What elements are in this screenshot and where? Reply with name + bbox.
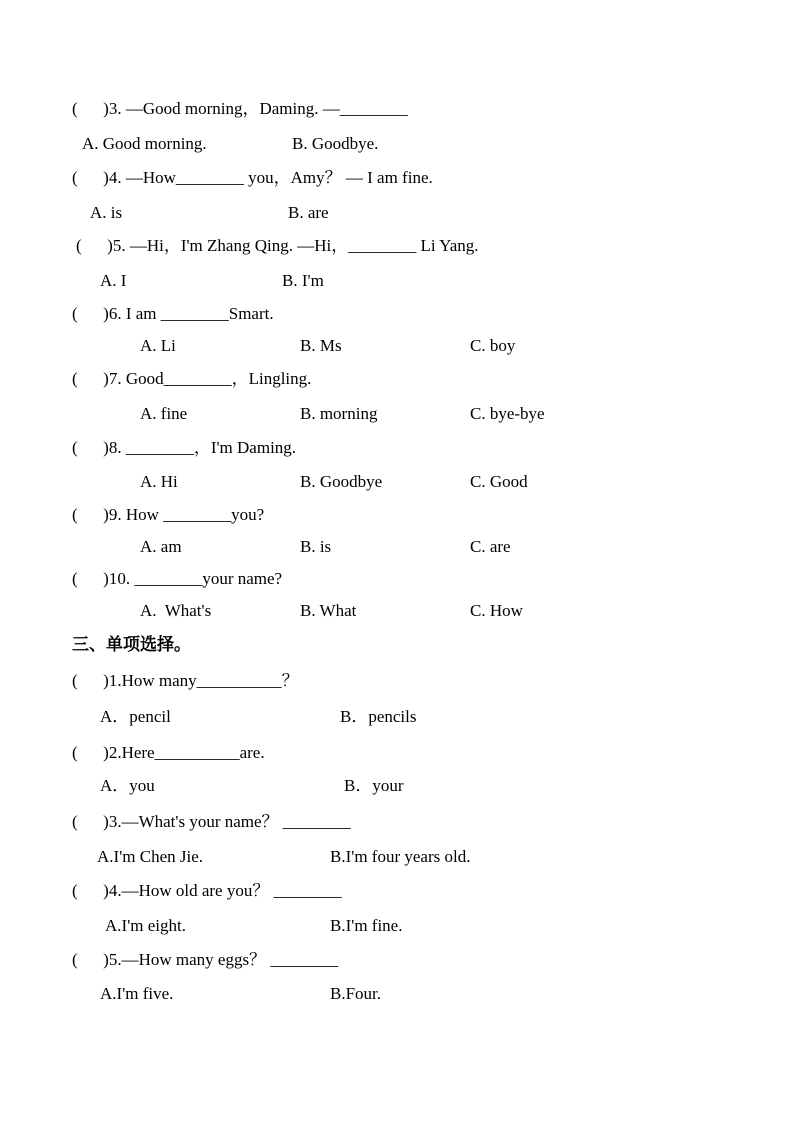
question-text: ( )8. ________，I'm Daming. (72, 438, 297, 457)
question-line (0, 879, 793, 903)
option-label: A. Good morning. (82, 134, 207, 153)
options-line (0, 402, 793, 426)
question-line (0, 367, 793, 391)
question-line (0, 97, 793, 121)
question-text: ( )2.Here__________are. (72, 743, 265, 762)
question-text: ( )5.—How many eggs？ ________ (72, 950, 339, 969)
question-line (0, 948, 793, 972)
question-line (0, 741, 793, 765)
options-line (0, 982, 793, 1006)
section-heading: 三、单项选择。 (72, 635, 191, 654)
option-label: A．pencil (100, 707, 171, 726)
option-label: A. is (90, 203, 123, 222)
option-label: B.I'm four years old. (330, 847, 471, 866)
question-text: ( )6. I am ________Smart. (72, 304, 274, 323)
option-label: B.I'm fine. (330, 916, 403, 935)
question-text: ( )3.—What's your name？ ________ (72, 812, 351, 831)
options-line (0, 705, 793, 729)
option-label: C. boy (470, 336, 516, 355)
question-text: ( )4.—How old are you？ ________ (72, 881, 342, 900)
option-label: A．you (100, 776, 155, 795)
question-line (0, 234, 793, 258)
options-line (0, 599, 793, 623)
question-line (0, 669, 793, 693)
question-line (0, 503, 793, 527)
section-heading-line (0, 633, 793, 657)
option-label: A.I'm five. (100, 984, 174, 1003)
options-line (0, 535, 793, 559)
option-label: A. am (140, 537, 182, 556)
question-line (0, 436, 793, 460)
options-line (0, 470, 793, 494)
option-label: B．pencils (340, 707, 417, 726)
options-line (0, 845, 793, 869)
question-line (0, 302, 793, 326)
options-line (0, 914, 793, 938)
option-label: A. Hi (140, 472, 178, 491)
option-label: B. Goodbye. (292, 134, 379, 153)
option-label: A. What's (140, 601, 212, 620)
option-label: C. How (470, 601, 523, 620)
option-label: A.I'm Chen Jie. (97, 847, 203, 866)
options-line (0, 132, 793, 156)
question-text: ( )9. How ________you? (72, 505, 265, 524)
option-label: A. I (100, 271, 127, 290)
option-label: B. are (288, 203, 329, 222)
option-label: C. Good (470, 472, 528, 491)
option-label: B. is (300, 537, 332, 556)
question-line (0, 810, 793, 834)
option-label: B. Goodbye (300, 472, 383, 491)
option-label: B. What (300, 601, 357, 620)
options-line (0, 269, 793, 293)
option-label: B．your (344, 776, 404, 795)
options-line (0, 201, 793, 225)
option-label: C. bye-bye (470, 404, 545, 423)
question-line (0, 567, 793, 591)
option-label: B. Ms (300, 336, 342, 355)
question-text: ( )1.How many__________？ (72, 671, 299, 690)
options-line (0, 774, 793, 798)
option-label: A. Li (140, 336, 176, 355)
question-line (0, 166, 793, 190)
question-text: ( )4. —How________ you，Amy？ — I am fine. (72, 168, 433, 187)
option-label: B. I'm (282, 271, 324, 290)
option-label: A.I'm eight. (105, 916, 186, 935)
question-text: ( )10. ________your name? (72, 569, 283, 588)
question-text: ( )7. Good________，Lingling. (72, 369, 312, 388)
option-label: C. are (470, 537, 511, 556)
question-text: ( )3. —Good morning，Daming. —________ (72, 99, 408, 118)
option-label: A. fine (140, 404, 188, 423)
option-label: B.Four. (330, 984, 382, 1003)
option-label: B. morning (300, 404, 378, 423)
options-line (0, 334, 793, 358)
question-text: ( )5. —Hi，I'm Zhang Qing. —Hi，________ Li Yang. (76, 236, 479, 255)
